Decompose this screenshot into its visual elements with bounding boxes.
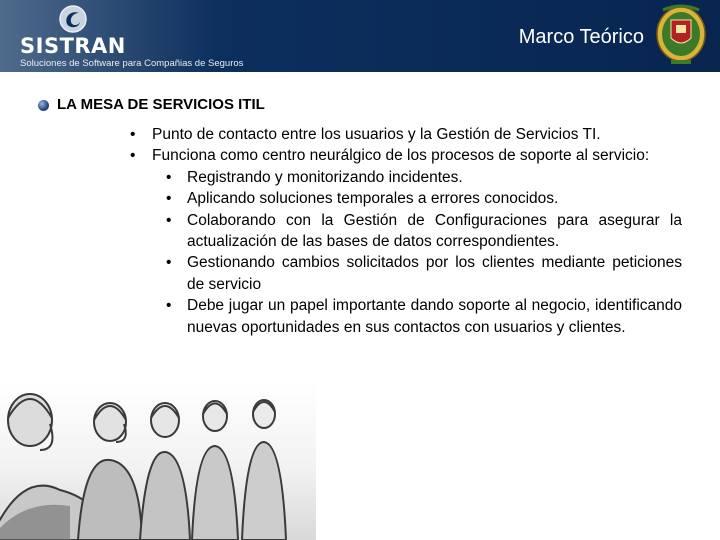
- brand-name: SISTRAN: [20, 34, 126, 58]
- list-item-text: Registrando y monitorizando incidentes.: [187, 168, 463, 186]
- list-item: [150, 210, 682, 253]
- brand-tagline: Soluciones de Software para Compañias de Seguros: [20, 58, 244, 69]
- section-bullet-icon: [38, 100, 49, 111]
- bullet-dot-icon: •: [130, 126, 136, 143]
- list-item-text: Funciona como centro neurálgico de los procesos de soporte al servicio:: [152, 147, 650, 165]
- bullet-dot-icon: •: [130, 147, 136, 165]
- list-item: [150, 295, 682, 338]
- list-item-text: Punto de contacto entre los usuarios y la Gestión de Servicios TI.: [152, 126, 601, 143]
- bullet-dot-icon: •: [166, 211, 172, 229]
- bullet-dot-icon: •: [166, 297, 172, 315]
- bullet-dot-icon: •: [166, 168, 172, 186]
- sub-bullet-list: [130, 167, 682, 338]
- content-body: [130, 124, 682, 338]
- list-item: [150, 188, 682, 209]
- university-crest-icon: [655, 4, 707, 66]
- list-item-text: Colaborando con la Gestión de Configuraciones para asegurar la actualización de las bases de datos correspondientes.: [187, 211, 682, 251]
- list-item-text: Gestionando cambios solicitados por los clientes mediante peticiones de servicio: [187, 254, 682, 293]
- list-item: [130, 145, 682, 166]
- header-banner: [0, 0, 720, 72]
- call-center-headset-operators-image: [0, 380, 316, 540]
- bullet-dot-icon: •: [166, 254, 172, 272]
- list-item: [150, 167, 682, 188]
- list-item: [130, 124, 682, 145]
- slide-title: Marco Teórico: [518, 26, 644, 48]
- list-item: [150, 252, 682, 295]
- globe-swoosh-icon: [58, 4, 88, 34]
- list-item-text: Debe jugar un papel importante dando soporte al negocio, identificando nuevas oportunidades en sus contactos con usuarios y clientes.: [187, 297, 682, 336]
- bullet-dot-icon: •: [166, 190, 172, 208]
- bullet-list: [130, 124, 682, 167]
- section-title: LA MESA DE SERVICIOS ITIL: [57, 96, 265, 113]
- list-item-text: Aplicando soluciones temporales a errores conocidos.: [187, 190, 559, 208]
